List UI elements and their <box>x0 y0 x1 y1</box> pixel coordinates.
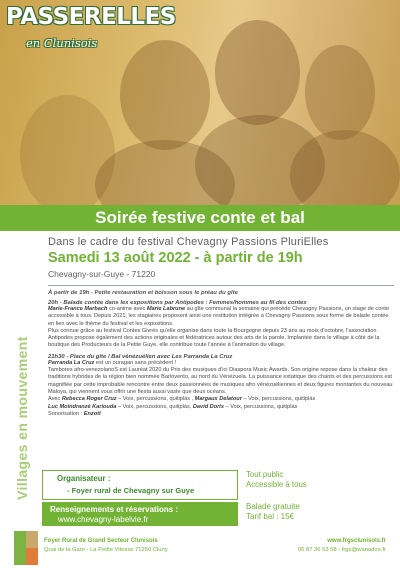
text-span: Avec <box>48 396 62 403</box>
text-span: – Voix, percussions, quitiplás , <box>116 396 195 403</box>
foyer-rural-logo <box>14 531 38 565</box>
footer-address-block <box>44 538 168 553</box>
person-silhouette <box>305 45 375 140</box>
person-silhouette <box>215 20 300 125</box>
logo-sub-text: en Clunisois <box>26 36 98 50</box>
festival-line: Dans le cadre du festival Chevagny Passions PluriElles <box>48 236 329 248</box>
performer-name: Marie-France Marbach <box>48 306 108 312</box>
musicians-line-2 <box>48 404 394 411</box>
musician-name: David Doris <box>192 403 224 410</box>
text-span: co-anime avec <box>107 306 147 312</box>
event-banner <box>0 205 400 231</box>
event-place: Chevagny-sur-Guye - 71220 <box>48 269 156 279</box>
footer-address: Quai de la Gare - La Petite Vitesse 71250 Cluny <box>44 547 168 553</box>
price-info <box>246 502 356 522</box>
section-balade-heading: 20h - Balade contée dans les expositions par Antipodes : Femmes/hommes au fil des contes <box>48 300 307 306</box>
text-span: au gîte communal la semaine qui précède Chevagny Passions, un stage de conte accessible à tous. Depuis 2021, les stagiaires proposent ainsi une restitution intégrée à Chevagny Passions sous forme de balade contée en lien avec le thème du festival et les expositions. <box>48 306 390 327</box>
reservation-box <box>42 502 238 526</box>
footer-org-name: Foyer Rural de Grand Secteur Clunisois <box>44 538 158 544</box>
logo-main-text: PASSERELLES <box>6 4 176 30</box>
musician-name: Luc Moindranzé Kariouda <box>48 403 117 410</box>
text-span: Sonorisation : <box>48 410 84 417</box>
text-span: – Voix, percussions, quitiplás <box>241 396 316 403</box>
reservation-label: Renseignements et réservations : <box>50 505 179 514</box>
price-line: Balade gratuite <box>246 502 300 511</box>
event-banner-title: Soirée festive conte et bal <box>95 208 305 227</box>
band-name: Parranda La Cruz <box>48 359 95 366</box>
section-bal-paragraph: Tambores afro-venezolanoS est Lauréat 2020 du Prix des musiques d'ici Diaspora Music Awards. Son origine repose dans la chaleur des traditions hybrides de la région bien nommée Barlovento, au nord du Vénézuela. La puissance extatique des chants et des percussions est magnifiée par cette improbable rencontre entre deux passionnées de musiques afro vénézuéliennes et deux figures montantes du nouveau Maloya, qui viennent vous offrir une fiesta aussi vaste que deux océans. <box>48 367 393 395</box>
sound-engineer-name: Enzott <box>83 410 101 417</box>
audience-info <box>246 470 356 489</box>
musician-name: Rebecca Roger Cruz <box>61 396 117 403</box>
organizer-name: - Foyer rural de Chevagny sur Guye <box>67 486 195 495</box>
musicians-line-1 <box>48 396 394 403</box>
text-span: – Voix, percussions, quitiplás <box>223 403 298 410</box>
organizer-label: Organisateur : <box>57 474 111 483</box>
section-balade-paragraph: Plus connue grâce au festival Contes Givrés qu'elle organise dans toute la Bourgogne depuis 23 ans au mois d'octobre, l'association Antipodes propose également des actions originales et fédératrices autour des arts de la parole. Implantée dans le village à côté de la boutique des Producteurs de la Petite Guye, elle contribue toute l'année à l'animation du village. <box>48 327 380 349</box>
restauration-note: À partir de 19h - Petite restauration et boisson sous le préau du gîte <box>48 290 238 296</box>
musician-name: Margaux Delatour <box>194 396 242 403</box>
sound-credit <box>48 411 394 418</box>
event-date: Samedi 13 août 2022 - à partir de 19h <box>48 250 303 266</box>
reservation-link[interactable]: www.chevagny-labelvie.fr <box>58 515 149 524</box>
organizer-box <box>42 470 238 500</box>
audience-line: Tout public <box>246 470 284 479</box>
footer-website[interactable]: www.frgsclunisois.fr <box>327 538 386 544</box>
price-line: Tarif bal : 15€ <box>246 512 295 521</box>
divider <box>48 285 394 286</box>
person-silhouette <box>290 130 400 205</box>
footer-phone-email: 06 87 36 53 58 - frgs@wanadoo.fr <box>297 547 386 553</box>
vertical-label: Villages en mouvement <box>14 336 30 500</box>
section-bal-heading: 21h30 - Place du gîte / Bal vénézuélien avec Les Parranda La Cruz <box>48 353 233 360</box>
main-content <box>48 236 394 418</box>
text-span: – Voix, percussions, quitiplás, <box>116 403 193 410</box>
audience-line: Accessible à tous <box>246 479 307 489</box>
footer-contact-block <box>298 538 386 553</box>
hero-photo <box>0 0 400 205</box>
passerelles-logo <box>6 4 176 62</box>
performer-name: Marie Labrune <box>146 306 186 312</box>
section-bal-intro <box>48 360 394 367</box>
text-span: est un ouragan sans précédent ! <box>94 359 177 366</box>
section-balade-text <box>48 306 394 328</box>
